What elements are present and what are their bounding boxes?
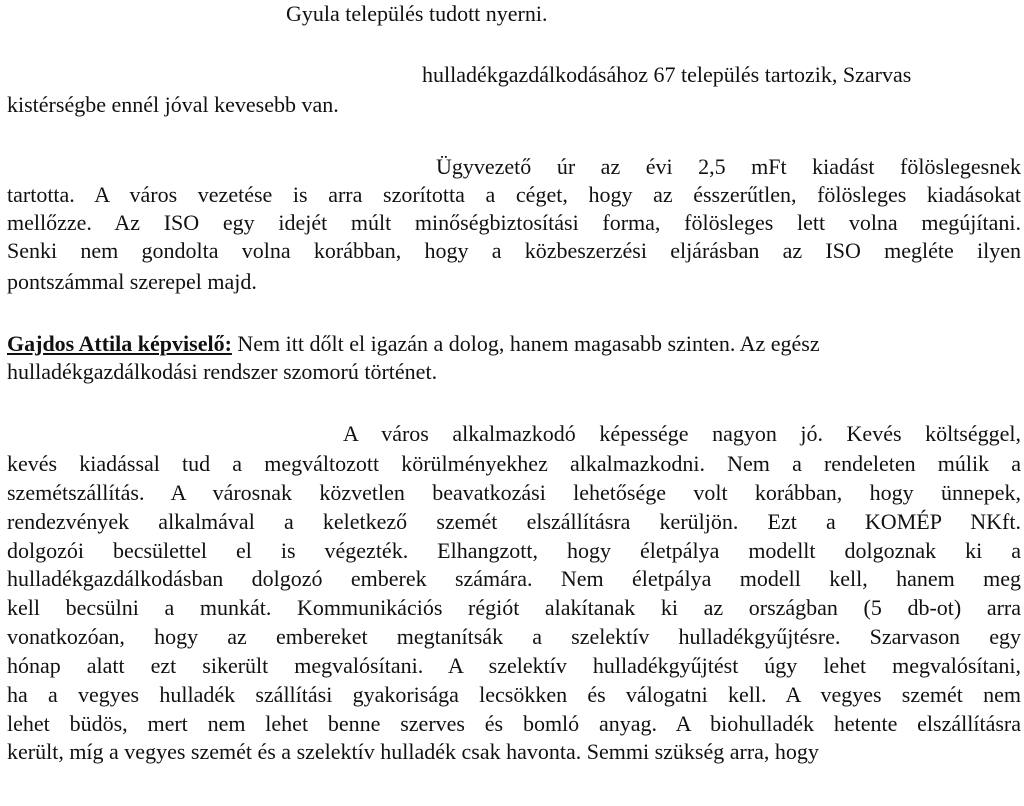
text-line: került, míg a vegyes szemét és a szelektív hulladék csak havonta. Semmi szükség arra, hogy: [7, 739, 819, 764]
speaker-paragraph-line: [7, 330, 820, 358]
text-line: hulladékgazdálkodásához 67 település tartozik, Szarvas: [422, 62, 912, 87]
text-line: rendezvények alkalmával a keletkező szemét elszállításra kerüljön. Ezt a KOMÉP NKft.: [7, 509, 1021, 534]
text-line: kell becsülni a munkát. Kommunikációs régiót alakítanak ki az országban (5 db-ot) arra: [7, 595, 1021, 620]
text-line: Ügyvezető úr az évi 2,5 mFt kiadást fölöslegesnek: [436, 154, 1021, 179]
speaker-name: Gajdos Attila képviselő:: [7, 331, 232, 356]
text-line: kevés kiadással tud a megváltozott körülményekhez alkalmazkodni. Nem a rendeleten múlik a: [7, 451, 1021, 476]
text-line: tartotta. A város vezetése is arra szorította a céget, hogy az ésszerűtlen, fölösleges kiadásokat: [7, 182, 1021, 207]
text-line: hónap alatt ezt sikerült megvalósítani. A szelektív hulladékgyűjtést úgy lehet megvalósítani,: [7, 653, 1021, 678]
text-line: hulladékgazdálkodási rendszer szomorú történet.: [7, 359, 438, 384]
text-line: Senki nem gondolta volna korábban, hogy a közbeszerzési eljárásban az ISO megléte ilyen: [7, 238, 1021, 263]
text-line: lehet büdös, mert nem lehet benne szerves és bomló anyag. A biohulladék hetente elszállításra: [7, 711, 1021, 736]
text-line: mellőzze. Az ISO egy idejét múlt minőségbiztosítási forma, fölösleges lett volna megújítani.: [7, 210, 1021, 235]
text-line: pontszámmal szerepel majd.: [7, 269, 257, 294]
text-line: Nem itt dőlt el igazán a dolog, hanem magasabb szinten. Az egész: [237, 331, 820, 356]
text-line: kistérségbe ennél jóval kevesebb van.: [7, 92, 339, 117]
text-line: vonatkozóan, hogy az embereket megtanítsák a szelektív hulladékgyűjtésre. Szarvason egy: [7, 624, 1021, 649]
text-line: A város alkalmazkodó képessége nagyon jó. Kevés költséggel,: [343, 421, 1021, 446]
text-line: ha a vegyes hulladék szállítási gyakorisága lecsökken és válogatni kell. A vegyes szemét nem: [7, 682, 1021, 707]
text-line: szemétszállítás. A városnak közvetlen beavatkozási lehetősége volt korábban, hogy ünnepek,: [7, 480, 1021, 505]
text-line: Gyula település tudott nyerni.: [286, 1, 548, 26]
text-line: hulladékgazdálkodásban dolgozó emberek számára. Nem életpálya modell kell, hanem meg: [7, 566, 1021, 591]
text-line: dolgozói becsülettel el is végezték. Elhangzott, hogy életpálya modellt dolgoznak ki a: [7, 538, 1021, 563]
